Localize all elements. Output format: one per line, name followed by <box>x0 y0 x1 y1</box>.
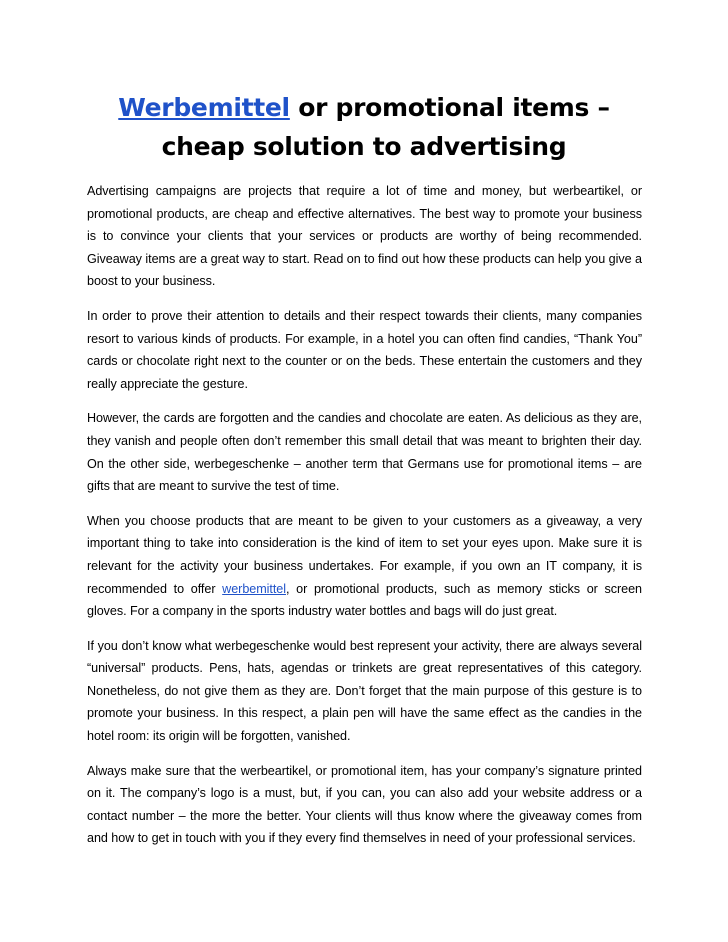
inline-link-werbemittel[interactable]: werbemittel <box>222 581 287 596</box>
paragraph-2: In order to prove their attention to details and their respect towards their clients, many companies resort to various kinds of products. For example, in a hotel you can often find candies, “Thank You” cards or chocolate right next to the counter or on the beds. These entertain the customers and they really appreciate the gesture. <box>87 308 642 391</box>
paragraph-5: If you don’t know what werbegeschenke would best represent your activity, there are always several “universal” products. Pens, hats, agendas or trinkets are great representatives of this category. Nonetheless, do not give them as they are. Don’t forget that the main purpose of this gesture is to promote your business. In this respect, a plain pen will have the same effect as the candies in the hotel room: its origin will be forgotten, vanished. <box>87 638 642 744</box>
paragraph-3: However, the cards are forgotten and the candies and chocolate are eaten. As delicious as they are, they vanish and people often don’t remember this small detail that was meant to brighten their day. On the other side, werbegeschenke – another term that Germans use for promotional items – are gifts that are meant to survive the test of time. <box>87 411 642 494</box>
article-body <box>87 180 642 862</box>
paragraph-4 <box>87 510 642 623</box>
title-line2: cheap solution to advertising <box>161 132 567 161</box>
paragraph-4-text-after-link: , or promotional products, such as memory sticks or screen gloves. For a company in the sports industry water bottles and bags will do just great. <box>87 581 642 619</box>
title-link-werbemittel[interactable]: Werbemittel <box>118 93 290 122</box>
paragraph-1: Advertising campaigns are projects that require a lot of time and money, but werbeartikel, or promotional products, are cheap and effective alternatives. The best way to promote your business is to convince your clients that your services or products are worthy of being recommended. Giveaway items are a great way to start. Read on to find out how these products can help you give a boost to your business. <box>87 184 642 289</box>
document-title <box>86 88 642 166</box>
title-line1-rest: or promotional items – <box>289 93 610 122</box>
paragraph-4-text-before-link: When you choose products that are meant to be given to your customers as a giveaway, a very important thing to take into consideration is the kind of item to set your eyes upon. Make sure it is relevant for the activity your business undertakes. For example, if you own an IT company, it is recommended to offer <box>87 513 642 596</box>
paragraph-6: Always make sure that the werbeartikel, or promotional item, has your company’s signature printed on it. The company’s logo is a must, but, if you can, you can also add your website address or a contact number – the more the better. Your clients will thus know where the giveaway comes from and how to get in touch with you if they every find themselves in need of your professional services. <box>87 763 642 846</box>
